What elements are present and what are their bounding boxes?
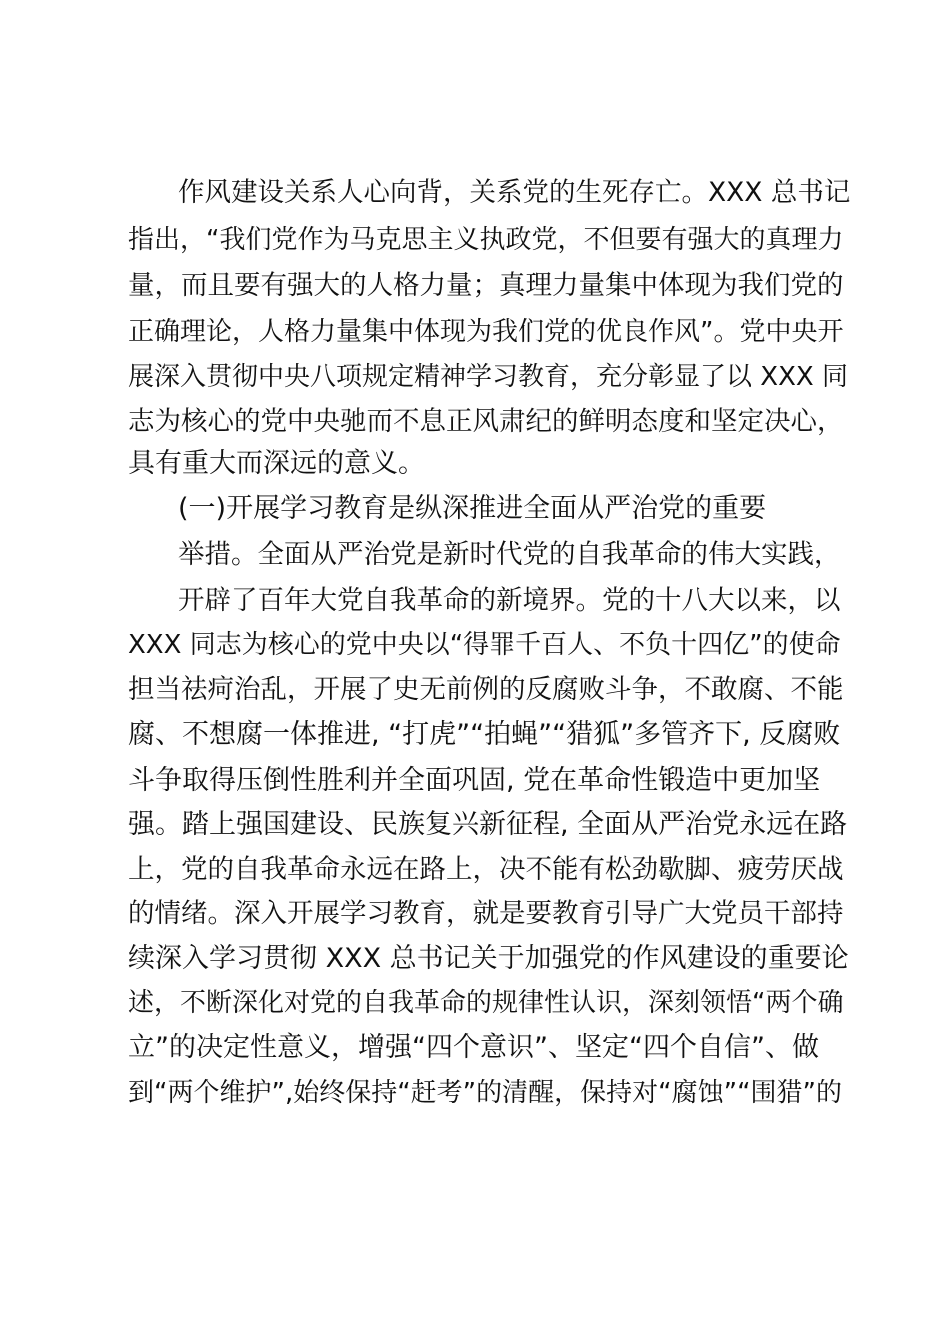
- paragraph-line: 担当祛疴治乱，开展了史无前例的反腐败斗争，不敢腐、不能: [128, 674, 844, 705]
- paragraph-line: XXX 同志为核心的党中央以“得罪千百人、不负十四亿”的使命: [128, 630, 841, 660]
- paragraph-line: 的情绪。深入开展学习教育，就是要教育引导广大党员干部持: [128, 898, 844, 929]
- paragraph-line: 具有重大而深远的意义。: [128, 448, 425, 479]
- paragraph-line: 斗争取得压倒性胜利并全面巩固, 党在革命性锻造中更加坚: [128, 765, 821, 796]
- paragraph-line: 上，党的自我革命永远在路上，决不能有松劲歇脚、疲劳厌战: [128, 854, 844, 885]
- paragraph-line: 立”的决定性意义，增强“四个意识”、坚定“四个自信”、做: [128, 1032, 819, 1063]
- paragraph-line: 述，不断深化对党的自我革命的规律性认识，深刻领悟“两个确: [128, 988, 844, 1018]
- paragraph-line: 正确理论，人格力量集中体现为我们党的优良作风”。党中央开: [128, 317, 844, 347]
- section-heading: (一)开展学习教育是纵深推进全面从严治党的重要: [178, 493, 767, 524]
- paragraph-line: 指出，“我们党作为马克思主义执政党，不但要有强大的真理力: [128, 225, 844, 255]
- paragraph-line: 续深入学习贯彻 XXX 总书记关于加强党的作风建设的重要论: [128, 943, 849, 974]
- paragraph-line: 量，而且要有强大的人格力量；真理力量集中体现为我们党的: [128, 270, 844, 301]
- paragraph-line: 开辟了百年大党自我革命的新境界。党的十八大以来，以: [178, 585, 841, 616]
- paragraph-line: 到“两个维护”,始终保持“赶考”的清醒，保持对“腐蚀”“围猎”的: [128, 1078, 843, 1108]
- paragraph-line: 作风建设关系人心向背，关系党的生死存亡。XXX 总书记: [178, 177, 851, 208]
- paragraph-line: 腐、不想腐一体推进, “打虎”“拍蝇”“猎狐”多管齐下, 反腐败: [128, 719, 841, 750]
- paragraph-line: 举措。全面从严治党是新时代党的自我革命的伟大实践，: [178, 539, 841, 570]
- paragraph-line: 志为核心的党中央驰而不息正风肃纪的鲜明态度和坚定决心，: [128, 406, 844, 437]
- paragraph-line: 展深入贯彻中央八项规定精神学习教育，充分彰显了以 XXX 同: [128, 362, 848, 392]
- paragraph-line: 强。踏上强国建设、民族复兴新征程, 全面从严治党永远在路: [128, 809, 848, 840]
